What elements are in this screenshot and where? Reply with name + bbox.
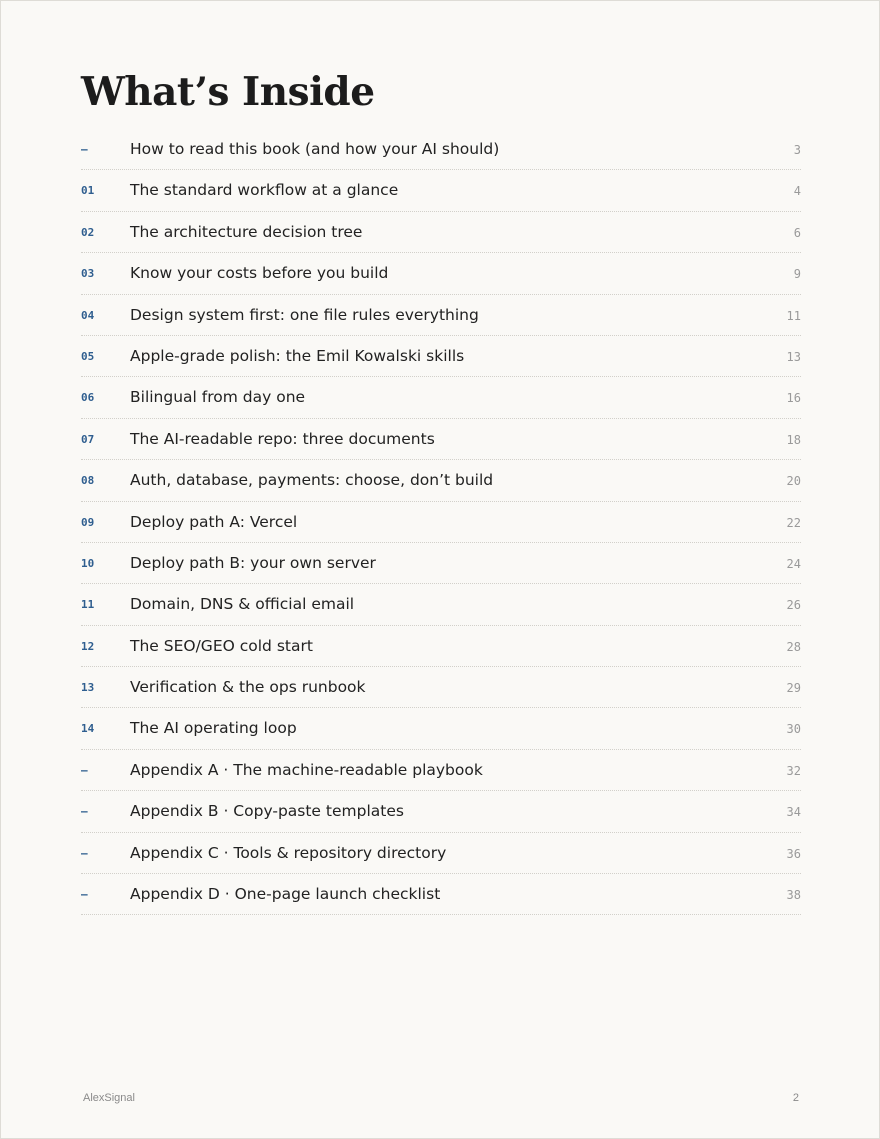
toc-entry-number: 07 — [81, 432, 95, 446]
toc-entry-number: – — [81, 143, 88, 156]
toc-entry-title[interactable]: The standard workflow at a glance — [130, 181, 399, 200]
toc-entry[interactable] — [81, 253, 801, 294]
toc-entry-title[interactable]: The AI operating loop — [130, 719, 297, 738]
toc-entry-page-number: 24 — [786, 556, 801, 571]
toc-entry-page-number: 16 — [786, 391, 801, 406]
toc-entry[interactable] — [81, 502, 801, 543]
toc-entry[interactable] — [81, 708, 801, 749]
toc-entry-number: 06 — [81, 391, 95, 405]
toc-entry-page-number: 22 — [786, 515, 801, 530]
toc-entry[interactable] — [81, 377, 801, 418]
toc-entry-page-number: 11 — [786, 308, 801, 323]
toc-entry-number: – — [81, 846, 88, 860]
toc-entry-number: 10 — [81, 556, 95, 570]
toc-entry-number: 03 — [81, 267, 95, 281]
toc-entry-title[interactable]: Domain, DNS & official email — [130, 595, 355, 614]
toc-entry-title[interactable]: The architecture decision tree — [130, 222, 363, 241]
toc-entry-number: 09 — [81, 515, 95, 529]
toc-entry-page-number: 26 — [786, 598, 801, 613]
toc-entry[interactable] — [81, 419, 801, 460]
toc-entry-page-number: 32 — [786, 763, 801, 778]
toc-entry[interactable] — [81, 336, 801, 377]
toc-entry-page-number: 3 — [793, 143, 801, 157]
toc-entry-number: 04 — [81, 308, 95, 322]
toc-entry-title[interactable]: Bilingual from day one — [130, 388, 306, 407]
table-of-contents — [81, 129, 801, 915]
toc-entry-number: 12 — [81, 639, 95, 653]
toc-entry-number: – — [81, 805, 88, 819]
toc-entry[interactable] — [81, 543, 801, 584]
footer-page-number: 2 — [792, 1092, 799, 1104]
toc-entry-title[interactable]: Auth, database, payments: choose, don’t build — [130, 471, 494, 490]
toc-entry-title[interactable]: Verification & the ops runbook — [130, 678, 366, 697]
toc-entry-number: – — [81, 888, 88, 902]
page-title: What’s Inside — [81, 69, 375, 115]
toc-entry-page-number: 36 — [786, 846, 801, 861]
toc-entry[interactable] — [81, 833, 801, 874]
toc-entry[interactable] — [81, 626, 801, 667]
toc-entry[interactable] — [81, 170, 801, 211]
toc-entry-title[interactable]: Apple-grade polish: the Emil Kowalski skills — [130, 346, 465, 365]
toc-entry-title[interactable]: Deploy path B: your own server — [130, 553, 376, 572]
toc-entry-number: 11 — [81, 598, 95, 612]
toc-entry-page-number: 20 — [786, 474, 801, 489]
toc-entry[interactable] — [81, 129, 801, 170]
toc-entry-page-number: 6 — [793, 225, 801, 240]
toc-entry-title[interactable]: Deploy path A: Vercel — [130, 512, 298, 531]
toc-entry-number: 14 — [81, 722, 95, 736]
toc-entry-number: 13 — [81, 681, 95, 695]
toc-entry-number: 01 — [81, 184, 95, 198]
toc-entry-title[interactable]: The SEO/GEO cold start — [130, 636, 313, 655]
toc-entry-title[interactable]: Know your costs before you build — [130, 264, 389, 283]
toc-entry-number: 05 — [81, 349, 95, 363]
toc-entry-page-number: 4 — [793, 184, 801, 199]
toc-entry[interactable] — [81, 460, 801, 501]
toc-entry-page-number: 34 — [786, 805, 801, 820]
toc-entry[interactable] — [81, 874, 801, 915]
toc-entry-title[interactable]: Appendix D · One-page launch checklist — [130, 885, 441, 904]
toc-entry-title[interactable]: Appendix B · Copy-paste templates — [130, 802, 404, 821]
toc-entry-page-number: 30 — [786, 722, 801, 737]
toc-entry[interactable] — [81, 750, 801, 791]
toc-entry-number: 08 — [81, 474, 95, 488]
footer-brand: AlexSignal — [83, 1092, 135, 1104]
toc-entry[interactable] — [81, 212, 801, 253]
toc-entry-number: – — [81, 763, 88, 777]
toc-entry-title[interactable]: How to read this book (and how your AI should) — [130, 140, 500, 158]
toc-entry-page-number: 13 — [786, 349, 801, 364]
toc-entry-title[interactable]: The AI-readable repo: three documents — [130, 429, 435, 448]
toc-entry[interactable] — [81, 295, 801, 336]
toc-entry-title[interactable]: Appendix C · Tools & repository directory — [130, 843, 447, 862]
toc-entry-page-number: 18 — [786, 432, 801, 447]
toc-entry-number: 02 — [81, 225, 95, 239]
toc-entry-page-number: 29 — [786, 681, 801, 696]
toc-entry[interactable] — [81, 791, 801, 832]
toc-entry-title[interactable]: Design system first: one file rules everything — [130, 305, 479, 324]
toc-entry-page-number: 28 — [786, 639, 801, 654]
toc-entry[interactable] — [81, 584, 801, 625]
toc-entry-title[interactable]: Appendix A · The machine-readable playbook — [130, 760, 483, 779]
toc-entry-page-number: 38 — [786, 888, 801, 903]
toc-entry[interactable] — [81, 667, 801, 708]
toc-entry-page-number: 9 — [793, 267, 801, 282]
